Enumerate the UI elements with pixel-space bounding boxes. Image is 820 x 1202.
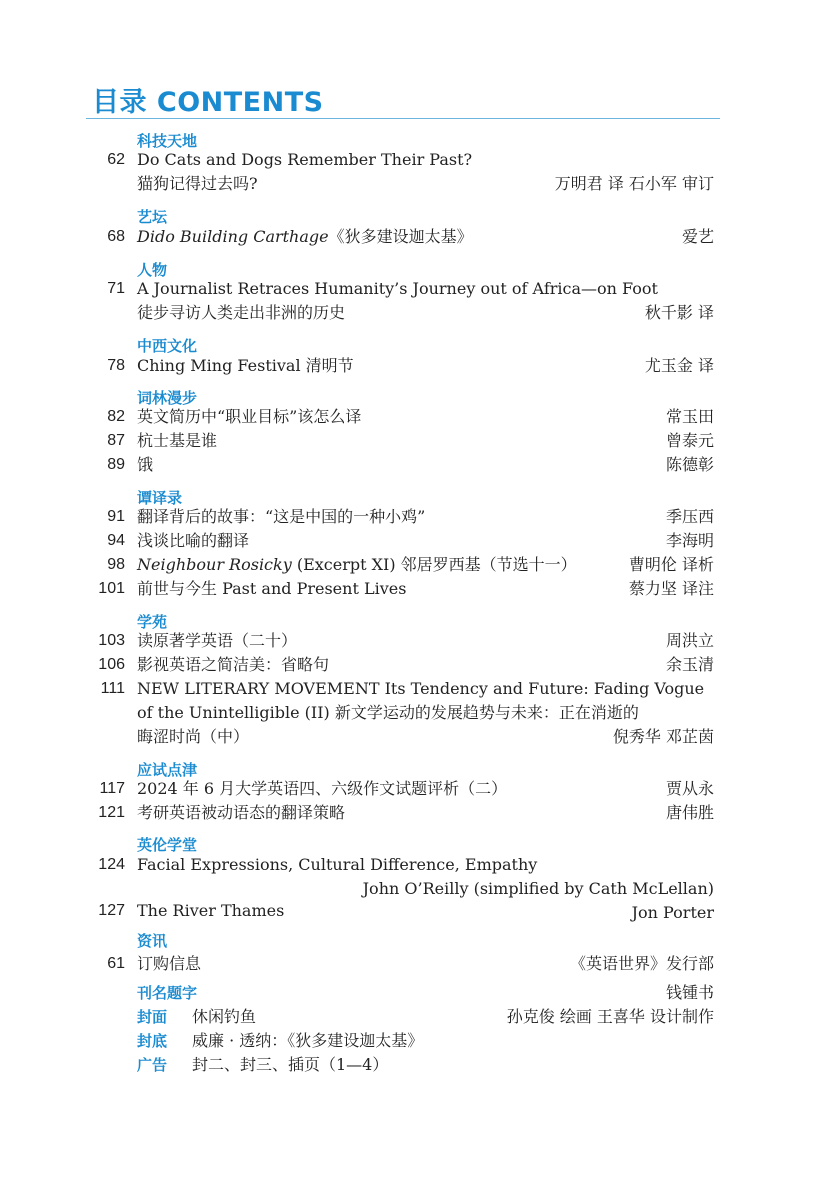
toc-entry[interactable] <box>0 577 820 601</box>
entry-author: 倪秀华 邓芷茵 <box>612 727 714 746</box>
toc-entry-continued <box>0 701 820 725</box>
entry-author: 尤玉金 译 <box>644 356 714 375</box>
page-number: 101 <box>98 580 125 597</box>
entry-author: 秋千影 译 <box>644 303 714 322</box>
entry-author: 季压西 <box>665 507 714 526</box>
entry-title: 影视英语之简洁美：省略句 <box>137 655 330 674</box>
toc-entry[interactable] <box>0 653 820 677</box>
entry-title <box>137 553 577 577</box>
entry-author: Jon Porter <box>631 903 714 922</box>
entry-title: 考研英语被动语态的翻译策略 <box>137 803 346 822</box>
entry-author: 《英语世界》发行部 <box>569 954 714 973</box>
entry-author: 余玉清 <box>665 655 714 674</box>
entry-title: 杭士基是谁 <box>137 431 218 450</box>
section-heading-science: 科技天地 <box>137 132 198 150</box>
entry-title: 英文简历中“职业目标”该怎么译 <box>137 407 362 426</box>
credit-masthead <box>0 981 820 1005</box>
toc-entry-continued <box>0 725 820 749</box>
entry-title: 前世与今生 Past and Present Lives <box>137 579 407 598</box>
title-divider <box>86 118 720 119</box>
entry-title: 订购信息 <box>137 954 202 973</box>
toc-entry[interactable] <box>0 225 820 249</box>
section-heading-exam: 应试点津 <box>137 761 198 779</box>
credit-back-cover <box>0 1029 820 1053</box>
toc-entry[interactable] <box>0 801 820 825</box>
toc-entry-continued <box>0 901 820 925</box>
toc-entry-continued <box>0 172 820 196</box>
entry-title-cn: 徒步寻访人类走出非洲的历史 <box>137 303 346 322</box>
credit-label: 封面 <box>137 1008 168 1026</box>
entry-title: 浅谈比喻的翻译 <box>137 531 250 550</box>
toc-entry-continued <box>0 301 820 325</box>
credit-author: 孙克俊 绘画 王喜华 设计制作 <box>506 1007 714 1026</box>
page-number: 127 <box>98 902 125 919</box>
section-heading-words: 词林漫步 <box>137 389 198 407</box>
entry-author: 常玉田 <box>665 407 714 426</box>
entry-title-line3: 晦涩时尚（中） <box>137 727 250 746</box>
page-number: 78 <box>107 357 125 374</box>
section-heading-news: 资讯 <box>137 932 168 950</box>
entry-author: 爱艺 <box>681 227 714 246</box>
entry-author: 万明君 译 石小军 审订 <box>554 174 714 193</box>
credit-text: 封二、封三、插页（1—4） <box>192 1055 389 1074</box>
credit-label: 封底 <box>137 1032 168 1050</box>
page-number: 71 <box>107 280 125 297</box>
entry-title-cn: 猫狗记得过去吗? <box>137 174 258 193</box>
page-number: 89 <box>107 456 125 473</box>
page-number: 111 <box>100 680 125 697</box>
entry-title: 饿 <box>137 455 154 474</box>
section-heading-people: 人物 <box>137 261 168 279</box>
section-heading-art: 艺坛 <box>137 208 168 226</box>
toc-entry[interactable] <box>0 277 820 301</box>
toc-entry[interactable] <box>0 529 820 553</box>
entry-author: John O’Reilly (simplified by Cath McLellan) <box>362 879 714 898</box>
section-heading-academy: 学苑 <box>137 613 168 631</box>
credit-author: 钱锺书 <box>665 983 714 1002</box>
toc-entry[interactable] <box>0 505 820 529</box>
toc-entry[interactable] <box>0 354 820 378</box>
credit-cover <box>0 1005 820 1029</box>
page-number: 98 <box>107 556 125 573</box>
credit-label: 刊名题字 <box>137 984 198 1002</box>
entry-title-line2: of the Unintelligible (II) 新文学运动的发展趋势与未来：正在消逝的 <box>137 703 639 722</box>
entry-author: 贾从永 <box>665 779 714 798</box>
toc-entry[interactable] <box>0 148 820 172</box>
entry-author: 周洪立 <box>665 631 714 650</box>
toc-entry-continued <box>0 877 820 901</box>
page-number: 103 <box>98 632 125 649</box>
entry-author: 李海明 <box>665 531 714 550</box>
page-title: 目录 CONTENTS <box>92 87 324 118</box>
entry-title: 翻译背后的故事：“这是中国的一种小鸡” <box>137 507 426 526</box>
credit-text: 威廉 · 透纳：《狄多建设迦太基》 <box>192 1031 424 1050</box>
entry-title: A Journalist Retraces Humanity’s Journey out of Africa—on Foot <box>137 279 658 298</box>
credit-ads <box>0 1053 820 1077</box>
toc-entry[interactable] <box>0 952 820 976</box>
entry-author: 陈德彰 <box>665 455 714 474</box>
page-number: 124 <box>98 856 125 873</box>
entry-title-italic: Dido Building Carthage <box>137 227 329 246</box>
page-number: 82 <box>107 408 125 425</box>
credit-text: 休闲钓鱼 <box>192 1007 257 1026</box>
entry-title-rest: (Excerpt XI) 邻居罗西基（节选十一） <box>291 555 577 574</box>
entry-title: The River Thames <box>137 901 285 920</box>
toc-entry[interactable] <box>0 777 820 801</box>
page-number: 62 <box>107 151 125 168</box>
entry-title: Do Cats and Dogs Remember Their Past? <box>137 150 473 169</box>
credit-label: 广告 <box>137 1056 168 1074</box>
page-number: 91 <box>107 508 125 525</box>
page-number: 117 <box>99 780 125 797</box>
toc-entry[interactable] <box>0 629 820 653</box>
page-number: 68 <box>107 228 125 245</box>
toc-entry[interactable] <box>0 429 820 453</box>
page-number: 121 <box>98 804 125 821</box>
entry-author: 曾泰元 <box>665 431 714 450</box>
section-heading-british: 英伦学堂 <box>137 836 198 854</box>
toc-entry[interactable] <box>0 677 820 701</box>
toc-entry[interactable] <box>0 553 820 577</box>
section-heading-culture: 中西文化 <box>137 337 198 355</box>
toc-entry[interactable] <box>0 405 820 429</box>
entry-title: NEW LITERARY MOVEMENT Its Tendency and Future: Fading Vogue <box>137 679 705 698</box>
entry-title: 2024 年 6 月大学英语四、六级作文试题评析（二） <box>137 779 508 798</box>
entry-author: 蔡力坚 译注 <box>628 579 714 598</box>
page-number: 94 <box>107 532 125 549</box>
entry-title-italic: Neighbour Rosicky <box>137 555 292 574</box>
page-number: 106 <box>98 656 125 673</box>
entry-title-rest: 《狄多建设迦太基》 <box>328 227 473 246</box>
entry-author: 曹明伦 译析 <box>628 555 714 574</box>
toc-entry[interactable] <box>0 853 820 877</box>
entry-title: 读原著学英语（二十） <box>137 631 298 650</box>
section-heading-translation: 谭译录 <box>137 489 183 507</box>
entry-author: 唐伟胜 <box>665 803 714 822</box>
entry-title: Facial Expressions, Cultural Difference, Empathy <box>137 855 538 874</box>
entry-title: Ching Ming Festival 清明节 <box>137 356 354 375</box>
page-number: 87 <box>107 432 125 449</box>
entry-title <box>137 225 473 249</box>
page-number: 61 <box>107 955 125 972</box>
toc-entry[interactable] <box>0 453 820 477</box>
